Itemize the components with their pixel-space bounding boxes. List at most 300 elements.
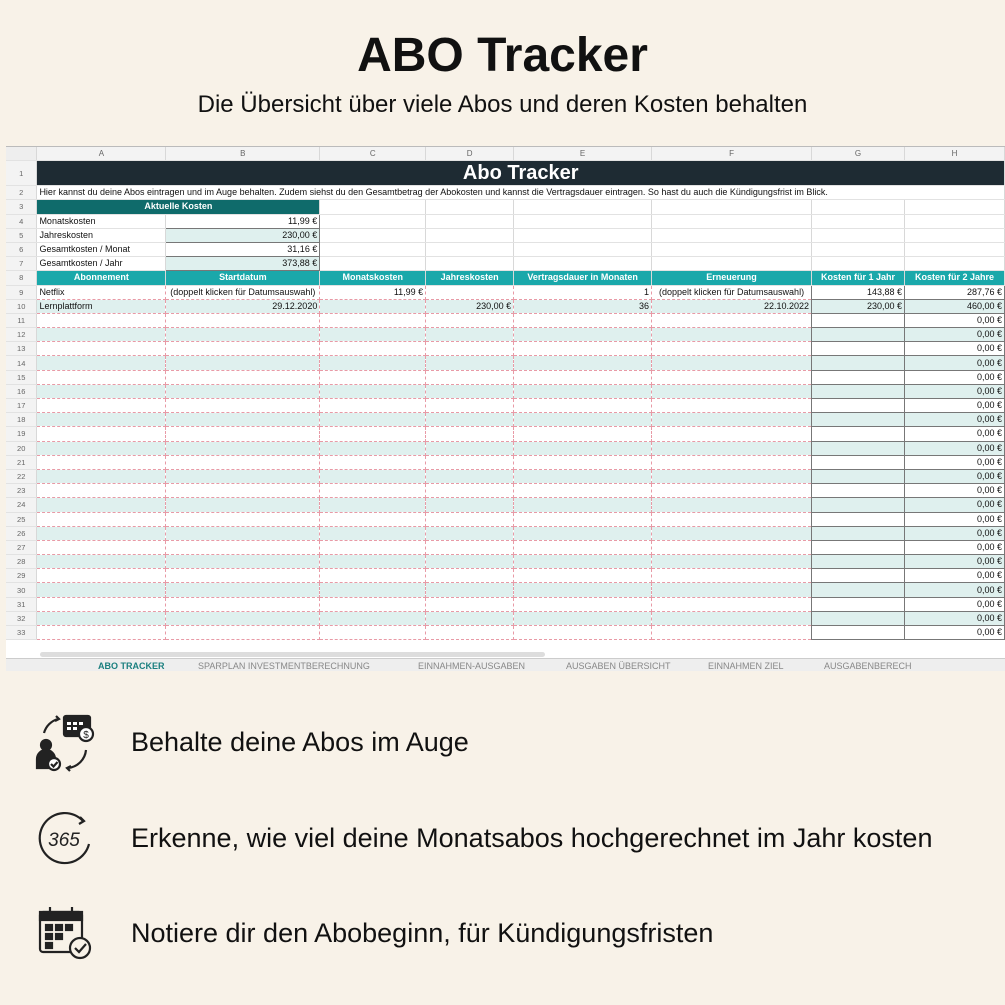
column-header-g[interactable]: G (812, 147, 905, 161)
empty-cell[interactable] (426, 526, 514, 540)
empty-cell[interactable] (514, 455, 652, 469)
empty-cell[interactable] (166, 413, 320, 427)
empty-cell[interactable] (320, 626, 426, 640)
empty-cell[interactable] (426, 611, 514, 625)
horizontal-scrollbar[interactable] (40, 652, 545, 657)
empty-cell[interactable] (166, 626, 320, 640)
empty-cell[interactable] (37, 583, 166, 597)
empty-cell[interactable] (514, 384, 652, 398)
svg-text:365: 365 (48, 830, 80, 851)
calendar-check-icon (34, 903, 96, 965)
empty-cell[interactable] (812, 583, 905, 597)
empty-cell[interactable] (37, 484, 166, 498)
empty-cell[interactable] (652, 626, 812, 640)
empty-cell[interactable] (320, 399, 426, 413)
table-row (6, 526, 1005, 540)
row-number[interactable]: 28 (6, 555, 37, 569)
empty-cell[interactable] (426, 469, 514, 483)
empty-cell[interactable] (426, 569, 514, 583)
row-number[interactable]: 14 (6, 356, 37, 370)
empty-cell[interactable] (812, 498, 905, 512)
row-number[interactable]: 8 (6, 271, 37, 285)
empty-cell[interactable] (166, 484, 320, 498)
cell-kosten-2-jahre[interactable]: 0,00 € (904, 328, 1004, 342)
summary-label[interactable]: Gesamtkosten / Monat (37, 242, 166, 256)
empty-cell[interactable] (514, 583, 652, 597)
cell-kosten-2-jahre[interactable]: 0,00 € (904, 313, 1004, 327)
cell-kosten-2-jahre[interactable]: 460,00 € (904, 299, 1004, 313)
empty-cell[interactable] (812, 526, 905, 540)
cell-kosten-2-jahre[interactable]: 0,00 € (904, 583, 1004, 597)
empty-cell[interactable] (812, 313, 905, 327)
empty-cell[interactable] (320, 328, 426, 342)
empty-cell[interactable] (426, 555, 514, 569)
table-row (6, 626, 1005, 640)
row-number[interactable]: 5 (6, 228, 37, 242)
empty-cell[interactable] (514, 526, 652, 540)
table-row (6, 555, 1005, 569)
summary-label[interactable]: Gesamtkosten / Jahr (37, 257, 166, 271)
cell-abonnement[interactable]: Lernplattform (37, 299, 166, 313)
empty-cell[interactable] (514, 356, 652, 370)
empty-cell[interactable] (514, 626, 652, 640)
row-number[interactable]: 1 (6, 161, 37, 186)
empty-cell[interactable] (37, 540, 166, 554)
cell-jahreskosten[interactable]: 230,00 € (426, 299, 514, 313)
empty-cell[interactable] (514, 328, 652, 342)
empty-cell[interactable] (514, 569, 652, 583)
empty-cell[interactable] (320, 597, 426, 611)
cell-kosten-2-jahre[interactable]: 0,00 € (904, 441, 1004, 455)
row-number[interactable]: 17 (6, 399, 37, 413)
row-number[interactable]: 19 (6, 427, 37, 441)
empty-cell[interactable] (652, 413, 812, 427)
summary-label[interactable]: Jahreskosten (37, 228, 166, 242)
empty-cell[interactable] (812, 342, 905, 356)
empty-cell[interactable] (166, 469, 320, 483)
empty-cell[interactable] (812, 427, 905, 441)
cell-jahreskosten[interactable] (426, 285, 514, 299)
empty-cell[interactable] (37, 498, 166, 512)
empty-cell[interactable] (320, 427, 426, 441)
empty-cell[interactable] (652, 512, 812, 526)
empty-cell[interactable] (514, 555, 652, 569)
empty-cell[interactable] (166, 441, 320, 455)
empty-cell[interactable] (166, 597, 320, 611)
cell-erneuerung[interactable]: 22.10.2022 (652, 299, 812, 313)
feature-item (0, 808, 1005, 878)
empty-cell[interactable] (514, 469, 652, 483)
empty-cell[interactable] (812, 555, 905, 569)
cell-kosten-2-jahre[interactable]: 0,00 € (904, 512, 1004, 526)
feature-text: Notiere dir den Abobeginn, für Kündigungsfristen (131, 918, 714, 948)
empty-cell[interactable] (812, 455, 905, 469)
empty-cell[interactable] (320, 555, 426, 569)
row-number[interactable]: 21 (6, 455, 37, 469)
tab-sparplan[interactable]: SPARPLAN INVESTMENTBERECHNUNG (198, 661, 370, 671)
row-number[interactable]: 33 (6, 626, 37, 640)
cell-kosten-2-jahre[interactable]: 0,00 € (904, 555, 1004, 569)
empty-cell[interactable] (37, 455, 166, 469)
empty-cell[interactable] (812, 484, 905, 498)
empty-cell[interactable] (514, 540, 652, 554)
empty-cell[interactable] (320, 498, 426, 512)
cell-startdatum[interactable]: 29.12.2020 (166, 299, 320, 313)
row-number[interactable]: 24 (6, 498, 37, 512)
feature-text: Erkenne, wie viel deine Monatsabos hochgerechnet im Jahr kosten (131, 823, 933, 853)
row-number[interactable]: 11 (6, 313, 37, 327)
empty-cell[interactable] (37, 356, 166, 370)
table-header-monatskosten[interactable]: Monatskosten (320, 271, 426, 285)
row-number[interactable]: 30 (6, 583, 37, 597)
empty-cell[interactable] (514, 399, 652, 413)
empty-cell[interactable] (426, 356, 514, 370)
row-number[interactable]: 32 (6, 611, 37, 625)
empty-cell[interactable] (37, 569, 166, 583)
empty-cell[interactable] (652, 569, 812, 583)
row-number[interactable]: 4 (6, 214, 37, 228)
empty-cell[interactable] (426, 583, 514, 597)
empty-cell[interactable] (320, 313, 426, 327)
summary-value[interactable]: 230,00 € (166, 228, 320, 242)
table-header-erneuerung[interactable]: Erneuerung (652, 271, 812, 285)
table-row (6, 583, 1005, 597)
empty-cell[interactable] (652, 328, 812, 342)
cell-kosten-2-jahre[interactable]: 0,00 € (904, 342, 1004, 356)
row-number[interactable]: 25 (6, 512, 37, 526)
empty-cell[interactable] (652, 356, 812, 370)
empty-cell[interactable] (320, 583, 426, 597)
row-number[interactable]: 29 (6, 569, 37, 583)
empty-cell[interactable] (37, 469, 166, 483)
table-row (6, 569, 1005, 583)
cell-startdatum[interactable]: (doppelt klicken für Datumsauswahl) (166, 285, 320, 299)
empty-cell[interactable] (37, 328, 166, 342)
empty-cell[interactable] (652, 484, 812, 498)
empty-cell[interactable] (37, 370, 166, 384)
sheet-tab-bar (6, 658, 1005, 671)
empty-cell[interactable] (37, 399, 166, 413)
empty-cell[interactable] (812, 328, 905, 342)
empty-cell[interactable] (37, 555, 166, 569)
empty-cell[interactable] (812, 611, 905, 625)
empty-cell[interactable] (166, 370, 320, 384)
empty-cell[interactable] (812, 384, 905, 398)
empty-cell[interactable] (320, 484, 426, 498)
row-number[interactable]: 20 (6, 441, 37, 455)
row-number[interactable]: 6 (6, 242, 37, 256)
empty-cell[interactable] (652, 469, 812, 483)
empty-cell[interactable] (514, 313, 652, 327)
empty-cell[interactable] (812, 626, 905, 640)
table-row (6, 611, 1005, 625)
row-number[interactable]: 26 (6, 526, 37, 540)
cell-kosten-2-jahre[interactable]: 0,00 € (904, 356, 1004, 370)
row-number[interactable]: 16 (6, 384, 37, 398)
row-number[interactable]: 2 (6, 186, 37, 200)
cell-kosten-2-jahre[interactable]: 0,00 € (904, 413, 1004, 427)
empty-cell[interactable] (166, 356, 320, 370)
empty-cell[interactable] (426, 540, 514, 554)
row-number[interactable]: 15 (6, 370, 37, 384)
empty-cell[interactable] (652, 384, 812, 398)
table-row (6, 469, 1005, 483)
cell-kosten-2-jahre[interactable]: 0,00 € (904, 626, 1004, 640)
empty-cell[interactable] (37, 441, 166, 455)
row-number[interactable]: 31 (6, 597, 37, 611)
empty-cell[interactable] (514, 370, 652, 384)
empty-cell[interactable] (812, 356, 905, 370)
empty-cell[interactable] (652, 526, 812, 540)
svg-text:$: $ (83, 730, 89, 741)
empty-cell[interactable] (166, 555, 320, 569)
table-header-startdatum[interactable]: Startdatum (166, 271, 320, 285)
empty-cell[interactable] (514, 427, 652, 441)
empty-cell[interactable] (652, 427, 812, 441)
cell-kosten-2-jahre[interactable]: 0,00 € (904, 597, 1004, 611)
cell-kosten-1-jahr[interactable]: 143,88 € (812, 285, 905, 299)
empty-cell[interactable] (652, 399, 812, 413)
empty-cell[interactable] (514, 498, 652, 512)
empty-cell[interactable] (652, 342, 812, 356)
empty-cell[interactable] (166, 512, 320, 526)
row-number[interactable]: 12 (6, 328, 37, 342)
tab-ausgaben-uebersicht[interactable]: AUSGABEN ÜBERSICHT (566, 661, 671, 671)
empty-cell[interactable] (812, 370, 905, 384)
summary-label[interactable]: Monatskosten (37, 214, 166, 228)
row-number[interactable]: 27 (6, 540, 37, 554)
column-header-e[interactable]: E (514, 147, 652, 161)
empty-cell[interactable] (320, 413, 426, 427)
summary-value[interactable]: 31,16 € (166, 242, 320, 256)
table-header-kosten-2-jahre[interactable]: Kosten für 2 Jahre (904, 271, 1004, 285)
empty-cell[interactable] (37, 313, 166, 327)
empty-cell[interactable] (166, 498, 320, 512)
spreadsheet (6, 146, 1005, 671)
row-number[interactable]: 9 (6, 285, 37, 299)
empty-cell[interactable] (426, 342, 514, 356)
tab-ausgabenberech[interactable]: AUSGABENBERECH (824, 661, 912, 671)
cell-kosten-2-jahre[interactable]: 0,00 € (904, 498, 1004, 512)
intro-text[interactable]: Hier kannst du deine Abos eintragen und im Auge behalten. Zudem siehst du den Gesamtbetrag der Abokosten und kannst die Vertragsdauer eintragen. So hast du auch die Kündigungsfrist im Blick. (37, 186, 1005, 200)
row-number[interactable]: 10 (6, 299, 37, 313)
empty-cell[interactable] (37, 384, 166, 398)
cell-abonnement[interactable]: Netflix (37, 285, 166, 299)
empty-cell[interactable] (652, 540, 812, 554)
empty-cell[interactable] (320, 569, 426, 583)
empty-cell[interactable] (166, 526, 320, 540)
row-number[interactable]: 3 (6, 200, 37, 214)
empty-cell[interactable] (37, 597, 166, 611)
cell-vertragsdauer[interactable]: 36 (514, 299, 652, 313)
empty-cell[interactable] (166, 611, 320, 625)
empty-cell[interactable] (812, 413, 905, 427)
empty-cell[interactable] (166, 583, 320, 597)
empty-cell[interactable] (514, 611, 652, 625)
cell-monatskosten[interactable]: 11,99 € (320, 285, 426, 299)
empty-cell[interactable] (812, 441, 905, 455)
empty-cell[interactable] (426, 626, 514, 640)
cell-kosten-2-jahre[interactable]: 0,00 € (904, 399, 1004, 413)
cell-erneuerung[interactable]: (doppelt klicken für Datumsauswahl) (652, 285, 812, 299)
empty-cell[interactable] (37, 413, 166, 427)
cell-kosten-2-jahre[interactable]: 0,00 € (904, 469, 1004, 483)
365-days-icon (34, 808, 96, 870)
empty-cell[interactable] (320, 441, 426, 455)
empty-cell[interactable] (166, 455, 320, 469)
empty-cell[interactable] (426, 384, 514, 398)
empty-cell[interactable] (426, 455, 514, 469)
cell-kosten-2-jahre[interactable]: 0,00 € (904, 384, 1004, 398)
corner-cell[interactable] (6, 147, 37, 161)
cell-kosten-2-jahre[interactable]: 287,76 € (904, 285, 1004, 299)
empty-cell[interactable] (514, 512, 652, 526)
tab-abo-tracker[interactable]: ABO TRACKER (98, 661, 165, 671)
summary-value[interactable]: 11,99 € (166, 214, 320, 228)
empty-cell[interactable] (37, 512, 166, 526)
feature-item (0, 712, 1005, 782)
empty-cell[interactable] (320, 370, 426, 384)
column-header-d[interactable]: D (426, 147, 514, 161)
empty-cell[interactable] (426, 484, 514, 498)
empty-cell[interactable] (652, 583, 812, 597)
empty-cell[interactable] (812, 512, 905, 526)
empty-cell[interactable] (166, 399, 320, 413)
table-row (6, 455, 1005, 469)
cell-kosten-2-jahre[interactable]: 0,00 € (904, 611, 1004, 625)
empty-cell[interactable] (812, 540, 905, 554)
tab-einnahmen-ausgaben[interactable]: EINNAHMEN-AUSGABEN (418, 661, 526, 671)
empty-cell[interactable] (514, 342, 652, 356)
cell-kosten-2-jahre[interactable]: 0,00 € (904, 526, 1004, 540)
empty-cell[interactable] (426, 427, 514, 441)
empty-cell[interactable] (320, 526, 426, 540)
empty-cell[interactable] (426, 413, 514, 427)
table-header-kosten-1-jahr[interactable]: Kosten für 1 Jahr (812, 271, 905, 285)
cell-kosten-2-jahre[interactable]: 0,00 € (904, 455, 1004, 469)
cell-monatskosten[interactable] (320, 299, 426, 313)
cell-kosten-2-jahre[interactable]: 0,00 € (904, 540, 1004, 554)
table-header-jahreskosten[interactable]: Jahreskosten (426, 271, 514, 285)
table-header-abonnement[interactable]: Abonnement (37, 271, 166, 285)
empty-cell[interactable] (514, 441, 652, 455)
empty-cell[interactable] (320, 512, 426, 526)
table-row (6, 512, 1005, 526)
empty-cell[interactable] (426, 597, 514, 611)
row-number[interactable]: 13 (6, 342, 37, 356)
empty-cell[interactable] (514, 484, 652, 498)
empty-cell[interactable] (37, 427, 166, 441)
empty-cell[interactable] (320, 611, 426, 625)
table-row (6, 285, 1005, 299)
row-number[interactable]: 23 (6, 484, 37, 498)
table-row (6, 299, 1005, 313)
empty-cell[interactable] (166, 328, 320, 342)
empty-cell[interactable] (426, 370, 514, 384)
empty-cell[interactable] (426, 328, 514, 342)
empty-cell[interactable] (652, 498, 812, 512)
empty-cell[interactable] (812, 569, 905, 583)
cell-kosten-2-jahre[interactable]: 0,00 € (904, 427, 1004, 441)
row-number[interactable]: 7 (6, 257, 37, 271)
column-header-a[interactable]: A (37, 147, 166, 161)
summary-heading[interactable]: Aktuelle Kosten (37, 200, 320, 214)
empty-cell[interactable] (426, 441, 514, 455)
empty-cell[interactable] (320, 356, 426, 370)
empty-cell[interactable] (426, 313, 514, 327)
empty-cell[interactable] (652, 597, 812, 611)
page-subtitle: Die Übersicht über viele Abos und deren Kosten behalten (197, 91, 808, 118)
empty-cell[interactable] (652, 441, 812, 455)
table-row (6, 356, 1005, 370)
empty-cell[interactable] (652, 370, 812, 384)
table-header-vertragsdauer[interactable]: Vertragsdauer in Monaten (514, 271, 652, 285)
column-header-c[interactable]: C (320, 147, 426, 161)
empty-cell[interactable] (812, 597, 905, 611)
empty-cell[interactable] (652, 455, 812, 469)
row-number[interactable]: 22 (6, 469, 37, 483)
empty-cell[interactable] (166, 540, 320, 554)
cell-vertragsdauer[interactable]: 1 (514, 285, 652, 299)
empty-cell[interactable] (166, 313, 320, 327)
cell-kosten-2-jahre[interactable]: 0,00 € (904, 569, 1004, 583)
table-row (6, 399, 1005, 413)
empty-cell[interactable] (652, 313, 812, 327)
empty-cell[interactable] (166, 342, 320, 356)
empty-cell[interactable] (320, 342, 426, 356)
empty-cell[interactable] (426, 512, 514, 526)
empty-cell[interactable] (166, 427, 320, 441)
empty-cell[interactable] (652, 611, 812, 625)
empty-cell[interactable] (320, 455, 426, 469)
empty-cell[interactable] (812, 469, 905, 483)
empty-cell[interactable] (37, 611, 166, 625)
table-row (6, 313, 1005, 327)
tab-einnahmen-ziel[interactable]: EINNAHMEN ZIEL (708, 661, 784, 671)
cell-kosten-2-jahre[interactable]: 0,00 € (904, 484, 1004, 498)
table-row (6, 441, 1005, 455)
empty-cell[interactable] (426, 399, 514, 413)
column-header-b[interactable]: B (166, 147, 320, 161)
empty-cell[interactable] (514, 597, 652, 611)
empty-cell[interactable] (426, 498, 514, 512)
table-row (6, 413, 1005, 427)
table-row (6, 384, 1005, 398)
empty-cell[interactable] (514, 413, 652, 427)
empty-cell[interactable] (37, 342, 166, 356)
cell-kosten-1-jahr[interactable]: 230,00 € (812, 299, 905, 313)
empty-cell[interactable] (166, 569, 320, 583)
column-header-f[interactable]: F (652, 147, 812, 161)
empty-cell[interactable] (652, 555, 812, 569)
row-number[interactable]: 18 (6, 413, 37, 427)
empty-cell[interactable] (320, 469, 426, 483)
empty-cell[interactable] (37, 526, 166, 540)
empty-cell[interactable] (166, 384, 320, 398)
sheet-banner[interactable]: Abo Tracker (37, 161, 1005, 186)
cell-kosten-2-jahre[interactable]: 0,00 € (904, 370, 1004, 384)
table-row (6, 484, 1005, 498)
column-header-h[interactable]: H (904, 147, 1004, 161)
summary-value[interactable]: 373,88 € (166, 257, 320, 271)
table-row (6, 342, 1005, 356)
empty-cell[interactable] (812, 399, 905, 413)
empty-cell[interactable] (37, 626, 166, 640)
page-title: ABO Tracker (357, 29, 648, 82)
empty-cell[interactable] (320, 540, 426, 554)
empty-cell[interactable] (320, 384, 426, 398)
table-row (6, 370, 1005, 384)
